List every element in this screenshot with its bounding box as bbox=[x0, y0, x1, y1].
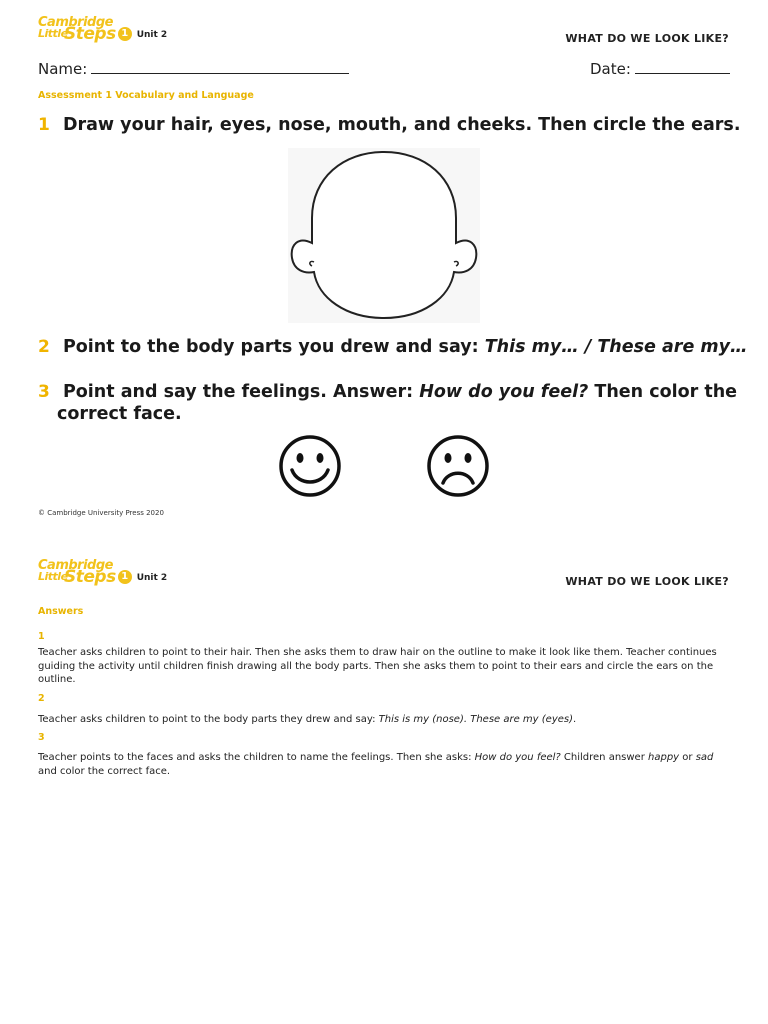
theme-title-2: WHAT DO WE LOOK LIKE? bbox=[565, 575, 729, 588]
question-number: 3 bbox=[38, 382, 50, 402]
answer-italic-text: How do you feel? bbox=[474, 752, 561, 763]
theme-title: WHAT DO WE LOOK LIKE? bbox=[565, 32, 729, 45]
question-number: 2 bbox=[38, 337, 50, 357]
head-outline-drawing[interactable] bbox=[288, 148, 480, 323]
date-field[interactable] bbox=[590, 59, 730, 78]
logo-level-badge: 1 bbox=[118, 570, 132, 584]
answer-text-after-3: and color the correct face. bbox=[38, 765, 171, 777]
happy-face-icon[interactable] bbox=[278, 434, 342, 498]
logo-level-badge: 1 bbox=[118, 27, 132, 41]
answer-italic-happy: happy bbox=[648, 752, 680, 763]
question-text: Point to the body parts you drew and say: bbox=[62, 337, 485, 357]
question-1 bbox=[38, 114, 741, 136]
question-3 bbox=[38, 381, 737, 403]
logo-line-little: Little bbox=[38, 570, 68, 584]
answer-3-text bbox=[38, 751, 730, 778]
answer-italic-text: This is my (nose). These are my (eyes) bbox=[378, 714, 574, 725]
date-label: Date: bbox=[590, 60, 631, 78]
answer-text-after: . bbox=[573, 714, 577, 725]
copyright: © Cambridge University Press 2020 bbox=[38, 509, 164, 517]
logo-line-steps: Steps bbox=[64, 23, 116, 44]
sad-face-icon[interactable] bbox=[426, 434, 490, 498]
answer-number: 1 bbox=[38, 631, 45, 642]
name-label: Name: bbox=[38, 60, 88, 78]
answer-2-text bbox=[38, 713, 730, 727]
question-text-after: Then color the bbox=[588, 382, 738, 402]
answer-number: 2 bbox=[38, 693, 45, 704]
answer-text: Teacher points to the faces and asks the children to name the feelings. Then she asks: bbox=[38, 752, 475, 763]
logo-line-little: Little bbox=[38, 27, 68, 41]
answer-italic-sad: sad bbox=[695, 752, 714, 763]
answer-1-text: Teacher asks children to point to their hair. Then she asks them to draw hair on the outline to make it look like them. Teacher continues guiding the activity until children finish drawing all the body parts. Then she asks them to point to their ears and circle the ears on the outline. bbox=[38, 647, 717, 685]
unit-label: Unit 2 bbox=[136, 572, 168, 583]
assessment-title: Assessment 1 Vocabulary and Language bbox=[38, 90, 254, 101]
cambridge-little-steps-logo bbox=[38, 17, 167, 42]
answer-text-after-2: or bbox=[679, 752, 696, 763]
question-number: 1 bbox=[38, 115, 50, 135]
answer-number: 3 bbox=[38, 732, 45, 743]
name-field[interactable] bbox=[38, 59, 349, 78]
question-text: Draw your hair, eyes, nose, mouth, and cheeks. Then circle the ears. bbox=[62, 115, 741, 135]
logo-line-steps: Steps bbox=[64, 566, 116, 587]
cambridge-little-steps-logo-2 bbox=[38, 560, 167, 585]
date-line[interactable] bbox=[635, 59, 730, 74]
question-3-line2: correct face. bbox=[57, 404, 182, 424]
logo-line-cambridge: Cambridge bbox=[38, 558, 113, 573]
answer-text-after: Children answer bbox=[560, 752, 648, 763]
question-2 bbox=[38, 336, 748, 358]
logo-line-cambridge: Cambridge bbox=[38, 15, 113, 30]
answers-title: Answers bbox=[38, 606, 84, 617]
answer-text: Teacher asks children to point to the body parts they drew and say: bbox=[38, 714, 379, 725]
question-italic-text: How do you feel? bbox=[419, 382, 589, 402]
name-line[interactable] bbox=[91, 59, 349, 74]
unit-label: Unit 2 bbox=[136, 29, 168, 40]
question-italic-text: This my… / These are my… bbox=[484, 337, 748, 357]
question-text: Point and say the feelings. Answer: bbox=[62, 382, 420, 402]
